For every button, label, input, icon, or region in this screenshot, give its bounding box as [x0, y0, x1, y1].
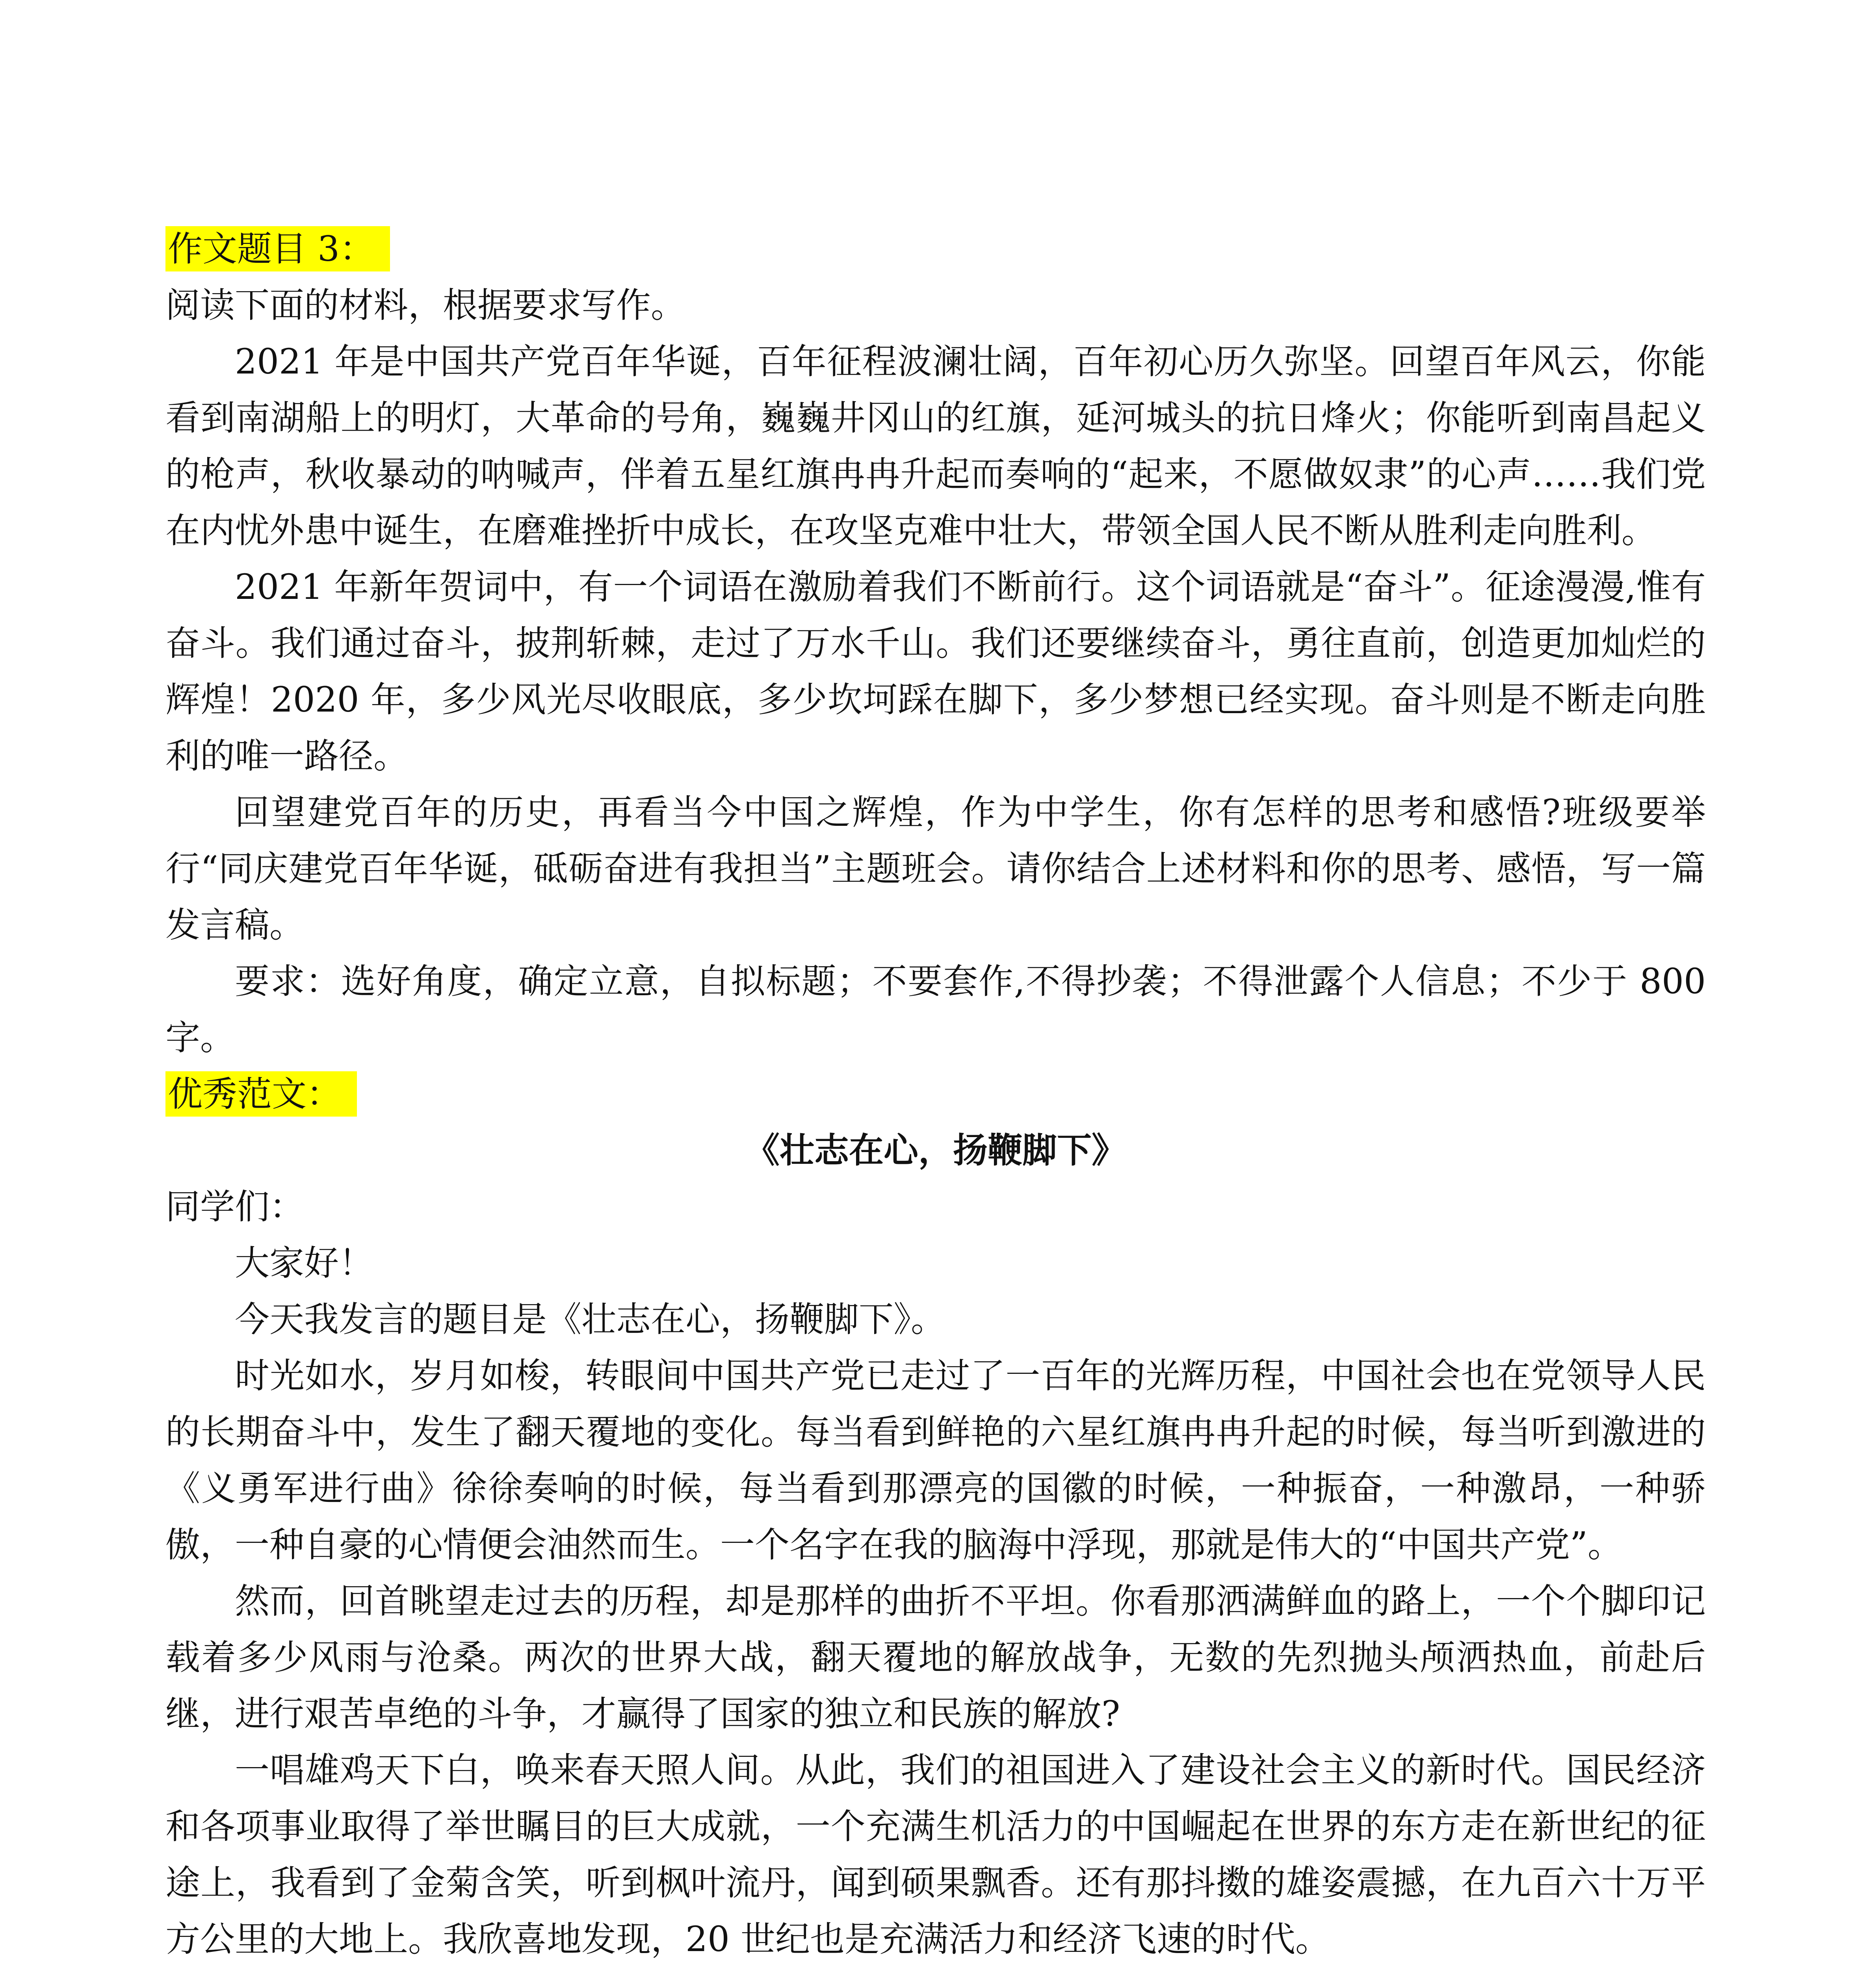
prompt-heading-line: [165, 221, 1706, 277]
prompt-paragraph-2: 2021 年新年贺词中，有一个词语在激励着我们不断前行。这个词语就是“奋斗”。征途漫漫,惟有奋斗。我们通过奋斗，披荆斩棘，走过了万水千山。我们还要继续奋斗，勇往直前，创造更加灿烂的辉煌！2020 年，多少风光尽收眼底，多少坎坷踩在脚下，多少梦想已经实现。奋斗则是不断走向胜利的唯一路径。: [165, 567, 1706, 776]
prompt-paragraph-3: 回望建党百年的历史，再看当今中国之辉煌，作为中学生，你有怎样的思考和感悟?班级要举行“同庆建党百年华诞，砥砺奋进有我担当”主题班会。请你结合上述材料和你的思考、感悟，写一篇发言稿。: [165, 792, 1706, 945]
essay-paragraph-1: 大家好！: [235, 1243, 374, 1283]
prompt-intro: 阅读下面的材料，根据要求写作。: [165, 285, 686, 325]
prompt-requirements: 要求：选好角度，确定立意，自拟标题；不要套作,不得抄袭；不得泄露个人信息；不少于 800 字。: [165, 961, 1706, 1058]
prompt-heading: 作文题目 3：: [165, 226, 390, 271]
essay-paragraph-5: 一唱雄鸡天下白，唤来春天照人间。从此，我们的祖国进入了建设社会主义的新时代。国民经济和各项事业取得了举世瞩目的巨大成就，一个充满生机活力的中国崛起在世界的东方走在新世纪的征途上，我看到了金菊含笑，听到枫叶流丹，闻到硕果飘香。还有那抖擞的雄姿震撼，在九百六十万平方公里的大地上。我欣喜地发现，20 世纪也是充满活力和经济飞速的时代。: [165, 1750, 1706, 1959]
essay-paragraph-2: 今天我发言的题目是《壮志在心，扬鞭脚下》。: [235, 1299, 946, 1340]
document-body: [165, 221, 1706, 1970]
essay-title: 《壮志在心，扬鞭脚下》: [745, 1130, 1126, 1171]
prompt-paragraph-1: 2021 年是中国共产党百年华诞，百年征程波澜壮阔，百年初心历久弥坚。回望百年风云，你能看到南湖船上的明灯，大革命的号角，巍巍井冈山的红旗，延河城头的抗日烽火；你能听到南昌起义的枪声，秋收暴动的呐喊声，伴着五星红旗冉冉升起而奏响的“起来，不愿做奴隶”的心声……我们党在内忧外患中诞生，在磨难挫折中成长，在攻坚克难中壮大，带领全国人民不断从胜利走向胜利。: [165, 341, 1706, 551]
essay-heading-line: [165, 1066, 1706, 1122]
essay-heading: 优秀范文：: [165, 1071, 357, 1117]
essay-paragraph-6: [165, 1967, 1706, 1970]
essay-salutation: 同学们：: [165, 1186, 305, 1227]
essay-paragraph-4: 然而，回首眺望走过去的历程，却是那样的曲折不平坦。你看那洒满鲜血的路上，一个个脚印记载着多少风雨与沧桑。两次的世界大战，翻天覆地的解放战争，无数的先烈抛头颅洒热血，前赴后继，进行艰苦卓绝的斗争，才赢得了国家的独立和民族的解放?: [165, 1581, 1706, 1734]
essay-paragraph-3: 时光如水，岁月如梭，转眼间中国共产党已走过了一百年的光辉历程，中国社会也在党领导人民的长期奋斗中，发生了翻天覆地的变化。每当看到鲜艳的六星红旗冉冉升起的时候，每当听到激进的《义勇军进行曲》徐徐奏响的时候，每当看到那漂亮的国徽的时候，一种振奋，一种激昂，一种骄傲，一种自豪的心情便会油然而生。一个名字在我的脑海中浮现，那就是伟大的“中国共产党”。: [165, 1355, 1706, 1565]
